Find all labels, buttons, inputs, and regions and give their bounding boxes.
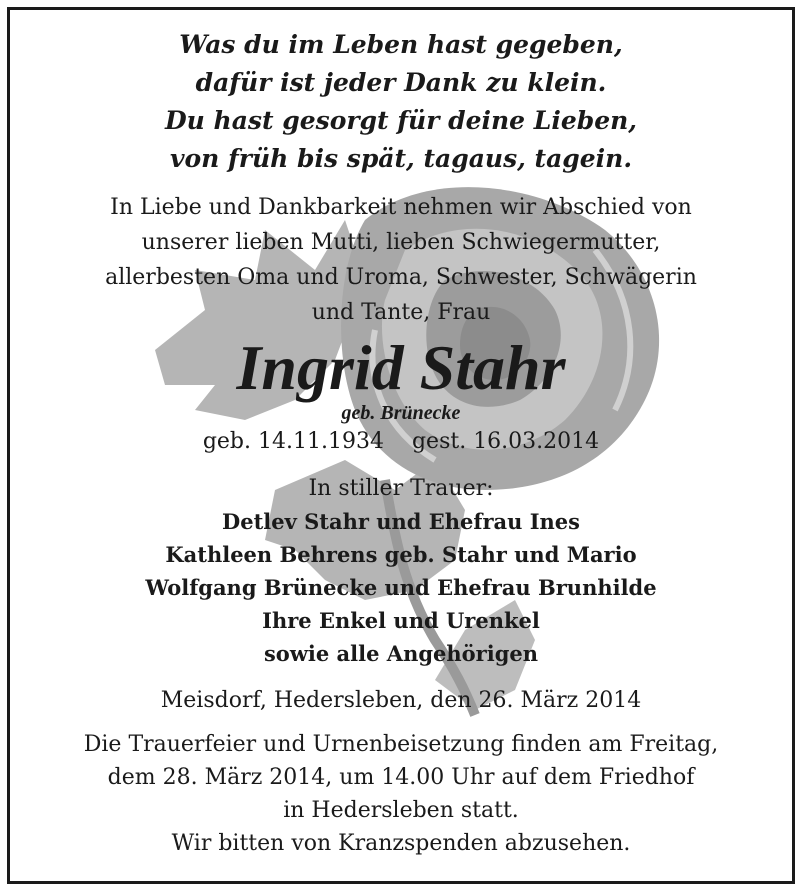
death-date: gest. 16.03.2014 (411, 429, 600, 454)
mourner-line: sowie alle Angehörigen (263, 641, 539, 666)
deceased-name: Ingrid Stahr (236, 332, 566, 403)
poem-line: Du hast gesorgt für deine Lieben, (164, 106, 638, 135)
obituary-frame (7, 7, 795, 884)
mourning-heading: In stiller Trauer: (308, 476, 494, 501)
mourners-list (10, 505, 792, 670)
funeral-line: Wir bitten von Kranzspenden abzusehen. (171, 831, 631, 856)
funeral-line: Die Trauerfeier und Urnenbeisetzung finden am Freitag, (83, 732, 719, 757)
poem (10, 26, 792, 178)
funeral-line: in Hedersleben statt. (283, 798, 519, 823)
poem-line: dafür ist jeder Dank zu klein. (195, 68, 607, 97)
poem-line: von früh bis spät, tagaus, tagein. (169, 144, 633, 173)
mourner-line: Ihre Enkel und Urenkel (262, 608, 540, 633)
intro-line: und Tante, Frau (311, 300, 491, 325)
life-dates (10, 426, 792, 458)
mourner-line: Kathleen Behrens geb. Stahr und Mario (165, 542, 637, 567)
maiden-name: geb. Brünecke (341, 402, 461, 424)
funeral-line: dem 28. März 2014, um 14.00 Uhr auf dem Friedhof (107, 765, 695, 790)
obituary-content (10, 10, 792, 860)
intro-line: allerbesten Oma und Uroma, Schwester, Schwägerin (105, 265, 697, 290)
intro-text (10, 190, 792, 330)
intro-line: unserer lieben Mutti, lieben Schwiegermutter, (141, 230, 661, 255)
funeral-info (10, 728, 792, 860)
place-date: Meisdorf, Hedersleben, den 26. März 2014 (160, 688, 642, 713)
poem-line: Was du im Leben hast gegeben, (179, 30, 623, 59)
mourner-line: Wolfgang Brünecke und Ehefrau Brunhilde (145, 575, 657, 600)
mourner-line: Detlev Stahr und Ehefrau Ines (222, 509, 580, 534)
intro-line: In Liebe und Dankbarkeit nehmen wir Abschied von (110, 195, 692, 220)
birth-date: geb. 14.11.1934 (202, 429, 384, 454)
